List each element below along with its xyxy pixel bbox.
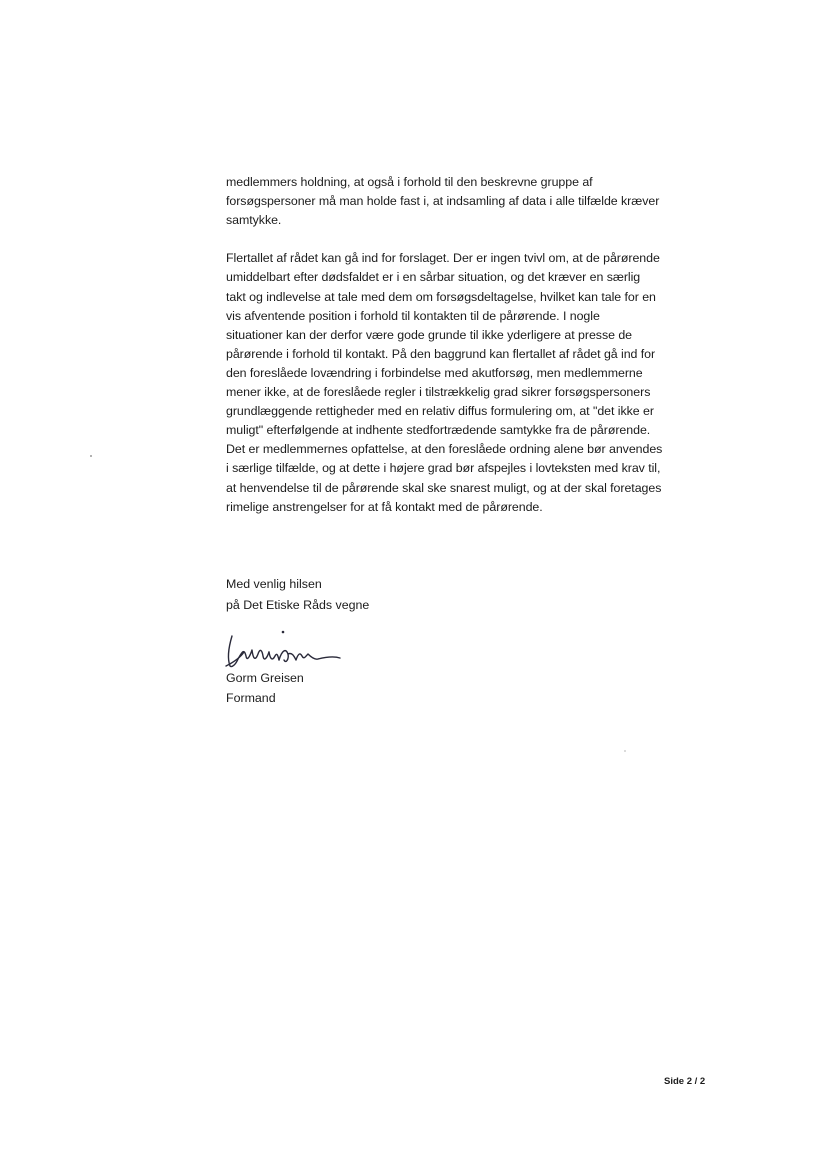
body-line: forsøgspersoner må man holde fast i, at indsamling af data i alle tilfælde kræver: [226, 194, 660, 209]
body-line: den foreslåede lovændring i forbindelse med akutforsøg, men medlemmerne: [226, 365, 643, 380]
signer-title: Formand: [226, 691, 276, 705]
body-line: samtykke.: [226, 213, 282, 228]
signer-block: [226, 668, 304, 708]
paragraph-2: [226, 249, 720, 516]
scan-speck: [624, 750, 626, 752]
body-line: pårørende i forhold til kontakt. På den baggrund kan flertallet af rådet gå ind for: [226, 346, 656, 361]
closing-salutation: Med venlig hilsen: [226, 577, 322, 591]
body-line: i særlige tilfælde, og at dette i højere grad bør afspejles i lovteksten med krav til,: [226, 461, 661, 476]
closing-on-behalf: på Det Etiske Råds vegne: [226, 598, 370, 612]
body-line: Det er medlemmernes opfattelse, at den foreslåede ordning alene bør anvendes: [226, 442, 663, 457]
letter-body: [226, 173, 720, 517]
body-line: umiddelbart efter dødsfaldet er i en sårbar situation, og det kræver en særlig: [226, 270, 641, 285]
body-line: takt og indlevelse at tale med dem om forsøgsdeltagelse, hvilket kan tale for en: [226, 289, 656, 304]
body-line: situationer kan der derfor være gode grunde til ikke yderligere at presse de: [226, 327, 633, 342]
paragraph-1: [226, 173, 720, 230]
handwritten-signature: [222, 626, 348, 672]
body-line: medlemmers holdning, at også i forhold til den beskrevne gruppe af: [226, 175, 593, 189]
page-number: Side 2 / 2: [664, 1076, 706, 1087]
paragraph-gap: [226, 230, 720, 249]
body-line: at henvendelse til de pårørende skal ske snarest muligt, og at der skal foretages: [226, 480, 662, 495]
body-line: grundlæggende rettigheder med en relativ diffus formulering om, at "det ikke er: [226, 404, 654, 419]
scan-speck: [90, 455, 92, 457]
body-line: rimelige anstrengelser for at få kontakt med de pårørende.: [226, 499, 543, 514]
body-line: Flertallet af rådet kan gå ind for forslaget. Der er ingen tvivl om, at de pårørende: [226, 251, 660, 266]
body-line: mener ikke, at de foreslåede regler i tilstrækkelig grad sikrer forsøgspersoners: [226, 385, 651, 400]
closing-block: [226, 574, 369, 616]
signer-name: Gorm Greisen: [226, 671, 304, 685]
body-line: vis afventende position i forhold til kontakten til de pårørende. I nogle: [226, 308, 600, 323]
body-line: muligt" efterfølgende at indhente stedfortrædende samtykke fra de pårørende.: [226, 423, 651, 438]
